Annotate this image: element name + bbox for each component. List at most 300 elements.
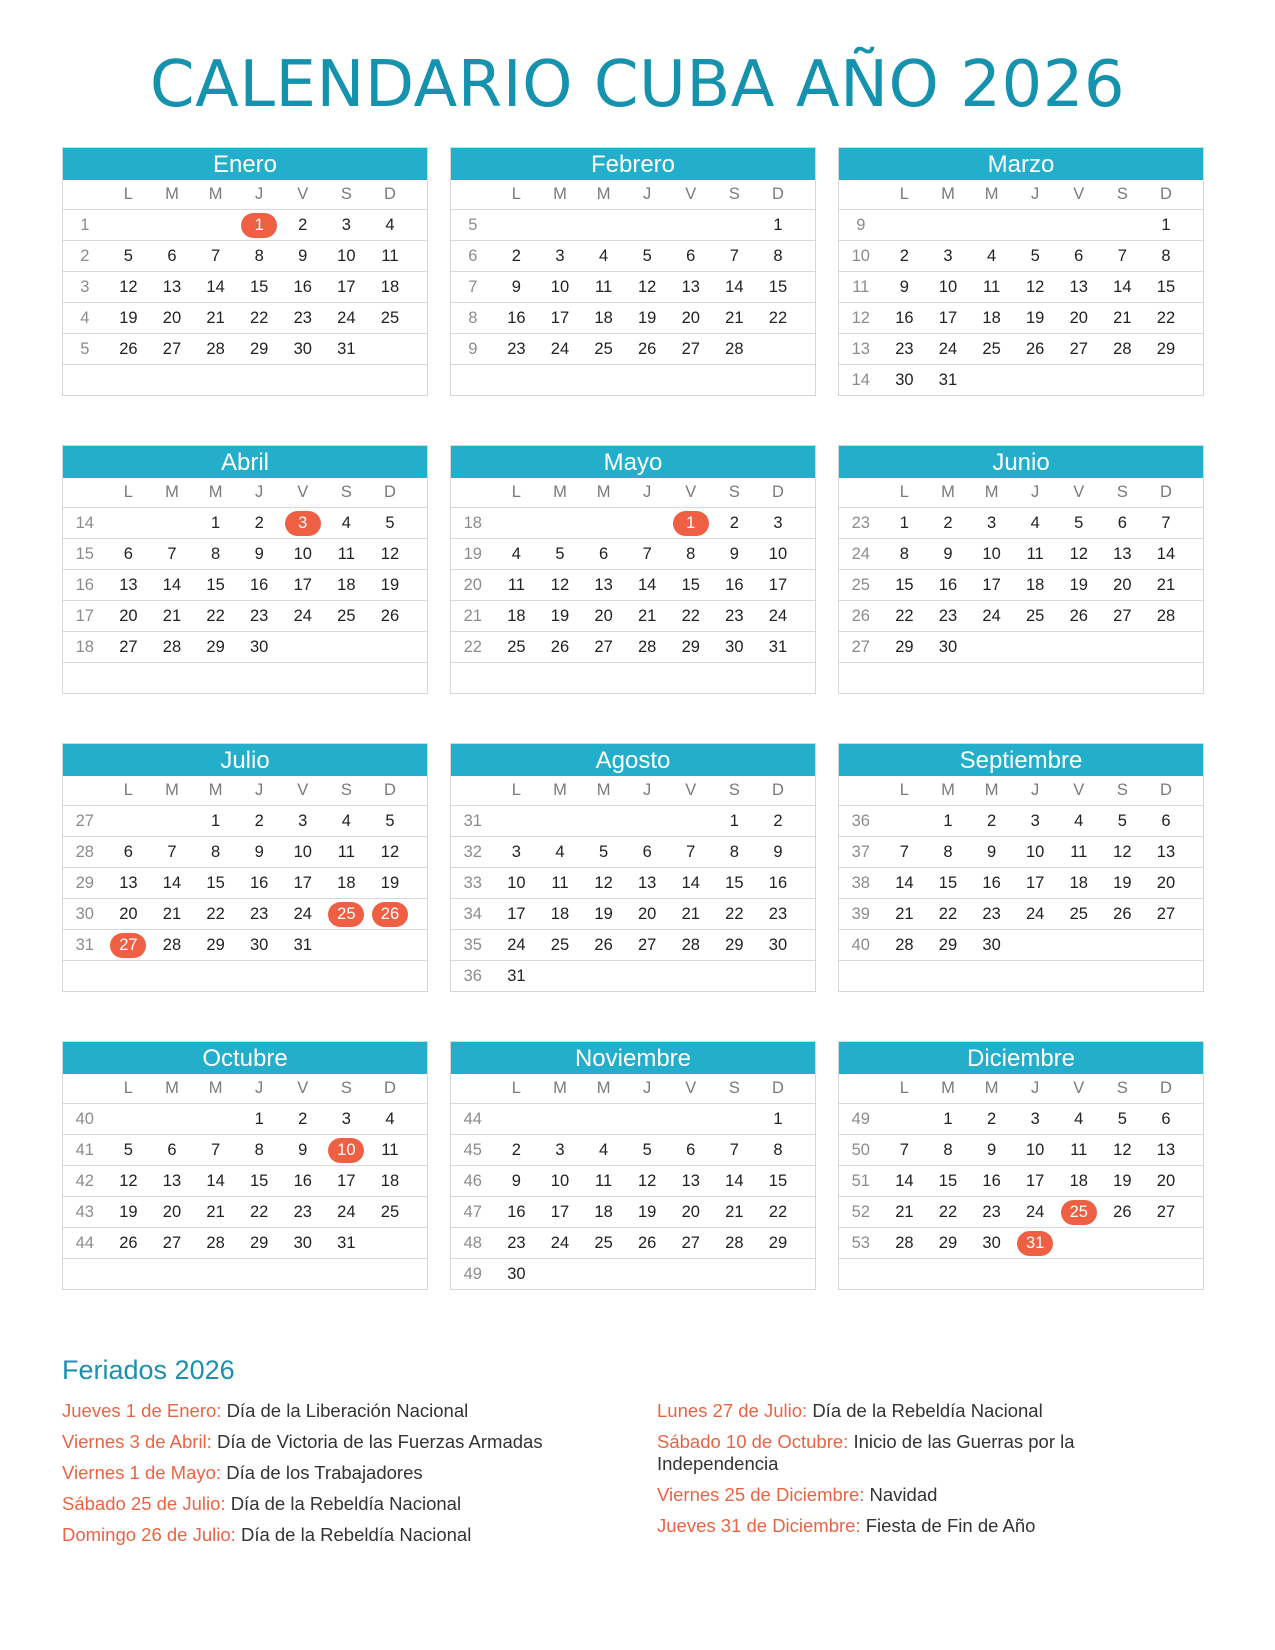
day-cell: [926, 961, 970, 991]
week-number: 32: [463, 843, 482, 861]
day-cell: [883, 663, 927, 693]
weekday-label: V: [1073, 483, 1085, 501]
day-cell: 12: [1113, 1141, 1132, 1159]
day-cell: 2: [298, 216, 308, 234]
day-cell: 22: [249, 309, 269, 327]
day-cell: 12: [380, 545, 400, 563]
day-cell: 4: [341, 812, 351, 830]
weekday-header: [839, 478, 1203, 508]
day-cell: 6: [642, 843, 652, 861]
week-number: 11: [852, 278, 870, 296]
day-cell: [669, 961, 713, 991]
weekday-label: L: [123, 781, 133, 799]
day-cell: 27: [594, 638, 613, 656]
day-cell: 5: [642, 247, 652, 265]
day-cell: 11: [595, 1172, 613, 1190]
holiday-day: 26: [372, 902, 408, 927]
week-row: [451, 539, 815, 570]
day-cell: 24: [507, 936, 526, 954]
holiday-date: Viernes 25 de Diciembre:: [657, 1484, 865, 1505]
day-cell: [150, 806, 194, 836]
day-cell: 3: [298, 812, 308, 830]
day-cell: [970, 961, 1014, 991]
day-cell: [1013, 961, 1057, 991]
weekday-label: D: [1159, 1079, 1172, 1097]
day-cell: 21: [206, 309, 225, 327]
week-number: 33: [463, 874, 482, 892]
week-number: 37: [851, 843, 870, 861]
holiday-item: [62, 1524, 622, 1546]
day-cell: 24: [337, 1203, 356, 1221]
day-cell: [1057, 632, 1101, 662]
day-cell: [926, 1259, 970, 1289]
weekday-label: D: [771, 483, 784, 501]
weekday-label: M: [941, 1079, 955, 1097]
week-row: [839, 539, 1203, 570]
week-number: 14: [851, 371, 870, 389]
day-cell: 5: [598, 843, 609, 861]
day-cell: 25: [1025, 607, 1045, 625]
week-number: 6: [468, 247, 478, 265]
weekday-label: D: [1159, 185, 1172, 203]
day-cell: 12: [637, 278, 657, 296]
weekday-label: V: [1073, 185, 1085, 203]
day-cell: [756, 1259, 800, 1289]
day-cell: 11: [983, 278, 1001, 296]
day-cell: 28: [637, 638, 657, 656]
holiday-date: Viernes 1 de Mayo:: [62, 1462, 222, 1483]
day-cell: [107, 210, 151, 240]
day-cell: 27: [637, 936, 657, 954]
day-cell: 16: [725, 576, 744, 594]
day-cell: 3: [341, 216, 351, 234]
day-cell: 30: [249, 936, 269, 954]
day-cell: 9: [943, 545, 953, 563]
holiday-date: Sábado 25 de Julio:: [62, 1493, 226, 1514]
week-row: [839, 1259, 1203, 1289]
weekday-label: L: [511, 781, 521, 799]
month-julio: [62, 743, 428, 992]
day-cell: 15: [938, 1172, 958, 1190]
holiday-day: 3: [285, 511, 321, 536]
day-cell: 1: [210, 812, 221, 830]
weekday-label: S: [1116, 483, 1128, 501]
day-cell: 29: [725, 936, 744, 954]
week-number: 43: [75, 1203, 94, 1221]
week-row: [63, 1197, 427, 1228]
week-row: [839, 210, 1203, 241]
day-cell: 20: [637, 905, 657, 923]
week-row: [839, 1166, 1203, 1197]
feriados-list-left: [62, 1400, 622, 1555]
day-cell: 26: [637, 340, 657, 358]
day-cell: [625, 210, 669, 240]
week-row: [63, 365, 427, 395]
week-number: 25: [851, 576, 870, 594]
day-cell: [281, 961, 325, 991]
day-cell: [625, 1104, 669, 1134]
day-cell: 22: [895, 607, 914, 625]
weekday-label: M: [984, 483, 999, 501]
weekday-label: J: [255, 185, 264, 203]
day-cell: 16: [249, 576, 269, 594]
day-cell: 15: [1156, 278, 1176, 296]
day-cell: 8: [210, 545, 221, 563]
week-number: 14: [75, 514, 94, 532]
week-number: 16: [75, 576, 94, 594]
feriados-title: Feriados 2026: [62, 1355, 235, 1385]
day-cell: [1013, 1259, 1057, 1289]
day-cell: [625, 663, 669, 693]
week-row: [451, 272, 815, 303]
day-cell: 13: [681, 278, 700, 296]
day-cell: [325, 632, 369, 662]
day-cell: 30: [725, 638, 744, 656]
day-cell: [1013, 930, 1057, 960]
day-cell: [582, 210, 626, 240]
day-cell: 13: [1069, 278, 1088, 296]
day-cell: 26: [1025, 340, 1045, 358]
holiday-day: 25: [328, 902, 364, 927]
day-cell: [669, 210, 713, 240]
day-cell: [883, 806, 927, 836]
day-cell: [669, 1259, 713, 1289]
day-cell: 18: [507, 607, 526, 625]
day-cell: 2: [298, 1110, 308, 1128]
day-cell: 27: [681, 340, 700, 358]
day-cell: [713, 961, 757, 991]
weekday-label: L: [511, 1079, 521, 1097]
day-cell: [325, 1259, 369, 1289]
day-cell: [1144, 1228, 1188, 1258]
day-cell: [1101, 632, 1145, 662]
week-row: [63, 1135, 427, 1166]
week-number-header: [63, 478, 107, 507]
day-cell: [281, 663, 325, 693]
day-cell: 14: [895, 874, 914, 892]
day-cell: 17: [293, 874, 312, 892]
weekday-label: M: [208, 781, 223, 799]
day-cell: 12: [1025, 278, 1045, 296]
holiday-day-cell: [237, 210, 281, 240]
week-number-header: [839, 776, 883, 805]
day-cell: 28: [725, 1234, 744, 1252]
day-cell: [194, 1104, 238, 1134]
weekday-header: [839, 180, 1203, 210]
weekday-label: M: [553, 1079, 567, 1097]
weekday-label: M: [165, 483, 179, 501]
day-cell: 13: [637, 874, 657, 892]
day-cell: 15: [938, 874, 958, 892]
week-row: [63, 508, 427, 539]
day-cell: 10: [293, 545, 312, 563]
week-row: [451, 210, 815, 241]
week-number-header: [63, 1074, 107, 1103]
day-cell: 15: [249, 278, 269, 296]
day-cell: 28: [206, 1234, 225, 1252]
holiday-day-cell: [1013, 1228, 1057, 1258]
weekday-label: S: [728, 483, 740, 501]
holiday-day: 10: [328, 1138, 364, 1163]
week-number: 36: [851, 812, 870, 830]
week-row: [63, 930, 427, 961]
week-row: [451, 663, 815, 693]
holiday-item: [62, 1431, 622, 1453]
week-row: [839, 1197, 1203, 1228]
week-number: 48: [463, 1234, 482, 1252]
week-number: [63, 365, 107, 395]
week-row: [63, 303, 427, 334]
day-cell: 10: [768, 545, 788, 563]
day-cell: 27: [1156, 1203, 1176, 1221]
day-cell: [237, 961, 281, 991]
day-cell: 4: [555, 843, 565, 861]
day-cell: 15: [895, 576, 914, 594]
day-cell: [107, 663, 151, 693]
day-cell: 11: [381, 1141, 399, 1159]
day-cell: [713, 365, 757, 395]
day-cell: [669, 663, 713, 693]
month-diciembre: [838, 1041, 1204, 1290]
week-row: [451, 1228, 815, 1259]
day-cell: [538, 1259, 582, 1289]
day-cell: [150, 663, 194, 693]
week-number: 10: [851, 247, 870, 265]
week-number: 53: [851, 1234, 870, 1252]
weekday-header: [451, 776, 815, 806]
day-cell: 13: [119, 874, 138, 892]
day-cell: [970, 632, 1014, 662]
day-cell: 29: [1156, 340, 1176, 358]
day-cell: [150, 961, 194, 991]
week-number: 38: [851, 874, 870, 892]
day-cell: 21: [206, 1203, 225, 1221]
day-cell: [107, 961, 151, 991]
week-number: [451, 663, 495, 693]
day-cell: 21: [895, 1203, 914, 1221]
month-name: Noviembre: [451, 1042, 815, 1074]
day-cell: 18: [1069, 1172, 1088, 1190]
week-number-header: [839, 180, 883, 209]
weekday-header: [451, 180, 815, 210]
day-cell: 1: [254, 1110, 264, 1128]
day-cell: [368, 365, 412, 395]
day-cell: 25: [982, 340, 1001, 358]
day-cell: [237, 663, 281, 693]
week-row: [63, 334, 427, 365]
day-cell: 4: [598, 247, 609, 265]
day-cell: [1057, 961, 1101, 991]
week-row: [839, 1135, 1203, 1166]
day-cell: [926, 210, 970, 240]
day-cell: 19: [380, 874, 400, 892]
holiday-item: [657, 1431, 1127, 1475]
day-cell: [1144, 961, 1188, 991]
day-cell: 17: [768, 576, 788, 594]
week-row: [839, 961, 1203, 991]
day-cell: [150, 508, 194, 538]
day-cell: 15: [681, 576, 700, 594]
day-cell: 21: [725, 1203, 744, 1221]
week-row: [839, 930, 1203, 961]
holiday-item: [62, 1400, 622, 1422]
day-cell: [150, 1259, 194, 1289]
day-cell: 23: [938, 607, 958, 625]
day-cell: 27: [1156, 905, 1176, 923]
day-cell: [368, 930, 412, 960]
day-cell: 20: [119, 905, 138, 923]
week-row: [839, 868, 1203, 899]
day-cell: [150, 365, 194, 395]
day-cell: 16: [768, 874, 788, 892]
weekday-label: J: [1031, 1079, 1040, 1097]
month-name: Junio: [839, 446, 1203, 478]
day-cell: 6: [598, 545, 609, 563]
day-cell: 17: [982, 576, 1001, 594]
holiday-date: Jueves 1 de Enero:: [62, 1400, 222, 1421]
week-number: 49: [851, 1110, 870, 1128]
day-cell: 6: [167, 1141, 177, 1159]
holiday-item: [62, 1462, 622, 1484]
day-cell: [582, 806, 626, 836]
day-cell: [582, 1104, 626, 1134]
day-cell: 7: [210, 247, 221, 265]
day-cell: 19: [594, 905, 613, 923]
day-cell: [194, 961, 238, 991]
week-number: 8: [468, 309, 478, 327]
week-number: [63, 1259, 107, 1289]
day-cell: 18: [594, 1203, 613, 1221]
week-number: 2: [80, 247, 90, 265]
day-cell: [107, 365, 151, 395]
weekday-label: S: [728, 185, 740, 203]
day-cell: 19: [637, 309, 657, 327]
day-cell: [495, 508, 539, 538]
day-cell: [970, 663, 1014, 693]
day-cell: 5: [642, 1141, 652, 1159]
day-cell: 15: [206, 576, 225, 594]
day-cell: [713, 1259, 757, 1289]
weekday-label: V: [1073, 781, 1085, 799]
day-cell: 23: [293, 309, 312, 327]
week-row: [63, 210, 427, 241]
day-cell: 25: [1069, 905, 1088, 923]
day-cell: 14: [206, 1172, 225, 1190]
week-row: [451, 868, 815, 899]
day-cell: 7: [899, 1141, 909, 1159]
day-cell: [368, 961, 412, 991]
day-cell: 28: [206, 340, 225, 358]
weekday-label: L: [511, 483, 521, 501]
week-row: [839, 570, 1203, 601]
day-cell: 12: [119, 278, 138, 296]
day-cell: [1101, 210, 1145, 240]
day-cell: 1: [773, 1110, 783, 1128]
day-cell: 19: [550, 607, 570, 625]
week-row: [63, 1166, 427, 1197]
day-cell: [582, 663, 626, 693]
day-cell: 4: [341, 514, 351, 532]
day-cell: [368, 1228, 412, 1258]
week-number: 18: [75, 638, 94, 656]
day-cell: 30: [768, 936, 788, 954]
day-cell: 10: [1025, 843, 1045, 861]
day-cell: [1013, 632, 1057, 662]
week-row: [63, 632, 427, 663]
day-cell: [926, 663, 970, 693]
day-cell: 28: [725, 340, 744, 358]
holiday-date: Lunes 27 de Julio:: [657, 1400, 808, 1421]
week-number: 29: [75, 874, 94, 892]
week-row: [839, 334, 1203, 365]
day-cell: 24: [768, 607, 788, 625]
day-cell: [713, 663, 757, 693]
day-cell: [368, 334, 412, 364]
day-cell: 13: [681, 1172, 700, 1190]
week-number: 45: [463, 1141, 482, 1159]
day-cell: 3: [511, 843, 521, 861]
day-cell: 8: [254, 247, 264, 265]
day-cell: [1144, 930, 1188, 960]
day-cell: [669, 365, 713, 395]
week-number: 9: [856, 216, 866, 234]
day-cell: [1101, 365, 1145, 395]
day-cell: 16: [293, 1172, 312, 1190]
month-noviembre: [450, 1041, 816, 1290]
day-cell: 23: [768, 905, 788, 923]
day-cell: 1: [943, 1110, 953, 1128]
day-cell: 14: [637, 576, 657, 594]
week-row: [839, 806, 1203, 837]
day-cell: [756, 365, 800, 395]
day-cell: [582, 961, 626, 991]
week-row: [839, 241, 1203, 272]
day-cell: 8: [943, 1141, 953, 1159]
day-cell: 31: [768, 638, 788, 656]
month-name: Agosto: [451, 744, 815, 776]
day-cell: 22: [249, 1203, 269, 1221]
day-cell: 19: [1113, 874, 1132, 892]
day-cell: 30: [895, 371, 914, 389]
day-cell: [1057, 365, 1101, 395]
day-cell: 30: [982, 1234, 1001, 1252]
holiday-day: 27: [110, 933, 146, 958]
day-cell: 8: [1161, 247, 1171, 265]
weekday-label: S: [340, 781, 352, 799]
day-cell: [669, 806, 713, 836]
week-number: 27: [851, 638, 870, 656]
month-agosto: [450, 743, 816, 992]
day-cell: 24: [1025, 905, 1045, 923]
day-cell: 10: [550, 278, 570, 296]
day-cell: 29: [895, 638, 914, 656]
weekday-label: M: [165, 185, 179, 203]
week-number: 41: [75, 1141, 94, 1159]
day-cell: [325, 663, 369, 693]
day-cell: 18: [380, 278, 400, 296]
day-cell: 20: [1156, 1172, 1176, 1190]
day-cell: 1: [943, 812, 953, 830]
week-row: [63, 1104, 427, 1135]
day-cell: 22: [1156, 309, 1176, 327]
day-cell: [1057, 930, 1101, 960]
day-cell: 24: [550, 1234, 570, 1252]
day-cell: [495, 663, 539, 693]
day-cell: 21: [681, 905, 700, 923]
day-cell: [1144, 632, 1188, 662]
day-cell: 14: [725, 278, 744, 296]
weekday-header: [63, 776, 427, 806]
